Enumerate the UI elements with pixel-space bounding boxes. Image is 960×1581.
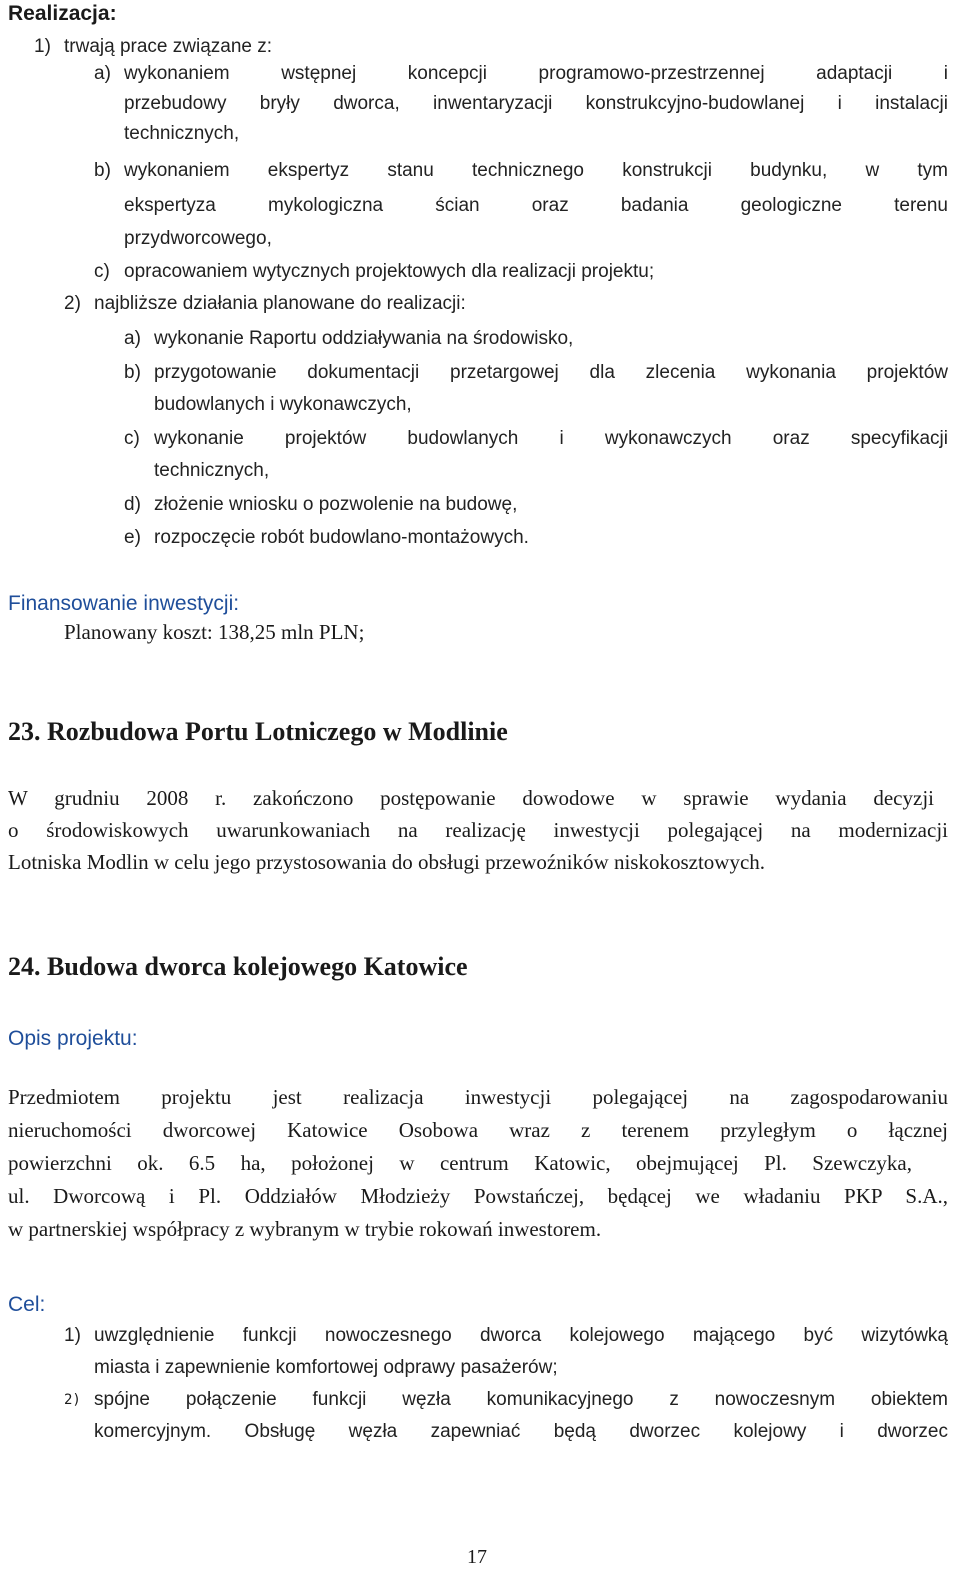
section-23-line-2: o środowiskowych uwarunkowaniach na realizację inwestycji polegającej na modernizacji — [8, 818, 948, 842]
section-23-title: 23. Rozbudowa Portu Lotniczego w Modlinie — [8, 717, 508, 746]
cel-1-number: 1) — [64, 1325, 81, 1346]
item-1-text: trwają prace związane z: — [64, 36, 273, 57]
item-2b-letter: b) — [124, 362, 141, 383]
item-1b-line-2: ekspertyza mykologiczna ścian oraz badania geologiczne terenu — [124, 195, 948, 216]
item-1b-line-3: przydworcowego, — [124, 228, 272, 249]
section-23-line-3: Lotniska Modlin w celu jego przystosowania do obsługi przewoźników niskokosztowych. — [8, 850, 766, 874]
item-2a-letter: a) — [124, 328, 141, 349]
item-2c-letter: c) — [124, 428, 140, 449]
item-1c-letter: c) — [94, 261, 110, 282]
opis-line-4: ul. Dworcową i Pl. Oddziałów Młodzieży Powstańczej, będącej we władaniu PKP S.A., — [8, 1184, 948, 1208]
item-2-number: 2) — [64, 293, 81, 314]
item-1b-letter: b) — [94, 160, 111, 181]
cel-2-line-1: spójne połączenie funkcji węzła komunikacyjnego z nowoczesnym obiektem — [94, 1389, 948, 1410]
opis-line-5: w partnerskiej współpracy z wybranym w trybie rokowań inwestorem. — [8, 1217, 602, 1241]
item-2a-line-1: wykonanie Raportu oddziaływania na środowisko, — [154, 328, 574, 349]
item-2e-letter: e) — [124, 527, 141, 548]
item-2d-line-1: złożenie wniosku o pozwolenie na budowę, — [154, 494, 518, 515]
item-2-text: najbliższe działania planowane do realizacji: — [94, 293, 466, 314]
realizacja-heading: Realizacja: — [8, 2, 117, 25]
item-2b-line-2: budowlanych i wykonawczych, — [154, 394, 412, 415]
section-23-line-1: W grudniu 2008 r. zakończono postępowanie dowodowe w sprawie wydania decyzji — [8, 786, 934, 810]
opis-projektu-heading: Opis projektu: — [8, 1027, 138, 1050]
opis-line-1: Przedmiotem projektu jest realizacja inwestycji polegającej na zagospodarowaniu — [8, 1085, 948, 1109]
cel-2-line-2: komercyjnym. Obsługę węzła zapewniać będą dworzec kolejowy i dworzec — [94, 1421, 948, 1442]
cel-1-line-2: miasta i zapewnienie komfortowej odprawy pasażerów; — [94, 1357, 558, 1378]
cel-heading: Cel: — [8, 1293, 46, 1316]
item-1a-line-3: technicznych, — [124, 123, 240, 144]
item-2b-line-1: przygotowanie dokumentacji przetargowej dla zlecenia wykonania projektów — [154, 362, 948, 383]
item-1a-line-1: wykonaniem wstępnej koncepcji programowo-przestrzennej adaptacji i — [124, 63, 948, 84]
item-1a-line-2: przebudowy bryły dworca, inwentaryzacji konstrukcyjno-budowlanej i instalacji — [124, 93, 948, 114]
finansowanie-cost: Planowany koszt: 138,25 mln PLN; — [64, 620, 365, 644]
opis-line-3: powierzchni ok. 6.5 ha, położonej w centrum Katowic, obejmującej Pl. Szewczyka, — [8, 1151, 912, 1175]
page-number: 17 — [467, 1546, 487, 1568]
finansowanie-heading: Finansowanie inwestycji: — [8, 592, 240, 615]
cel-1-line-1: uwzględnienie funkcji nowoczesnego dworca kolejowego mającego być wizytówką — [94, 1325, 948, 1346]
item-1b-line-1: wykonaniem ekspertyz stanu technicznego konstrukcji budynku, w tym — [124, 160, 948, 181]
opis-line-2: nieruchomości dworcowej Katowice Osobowa wraz z terenem przyległym o łącznej — [8, 1118, 948, 1142]
item-1c-line-1: opracowaniem wytycznych projektowych dla realizacji projektu; — [124, 261, 655, 282]
item-1-number: 1) — [34, 36, 51, 57]
cel-2-number: 2) — [64, 1392, 81, 1408]
item-2c-line-2: technicznych, — [154, 460, 270, 481]
item-2c-line-1: wykonanie projektów budowlanych i wykonawczych oraz specyfikacji — [154, 428, 948, 449]
item-2d-letter: d) — [124, 494, 141, 515]
item-1a-letter: a) — [94, 63, 111, 84]
item-2e-line-1: rozpoczęcie robót budowlano-montażowych. — [154, 527, 529, 548]
section-24-title: 24. Budowa dworca kolejowego Katowice — [8, 952, 468, 981]
